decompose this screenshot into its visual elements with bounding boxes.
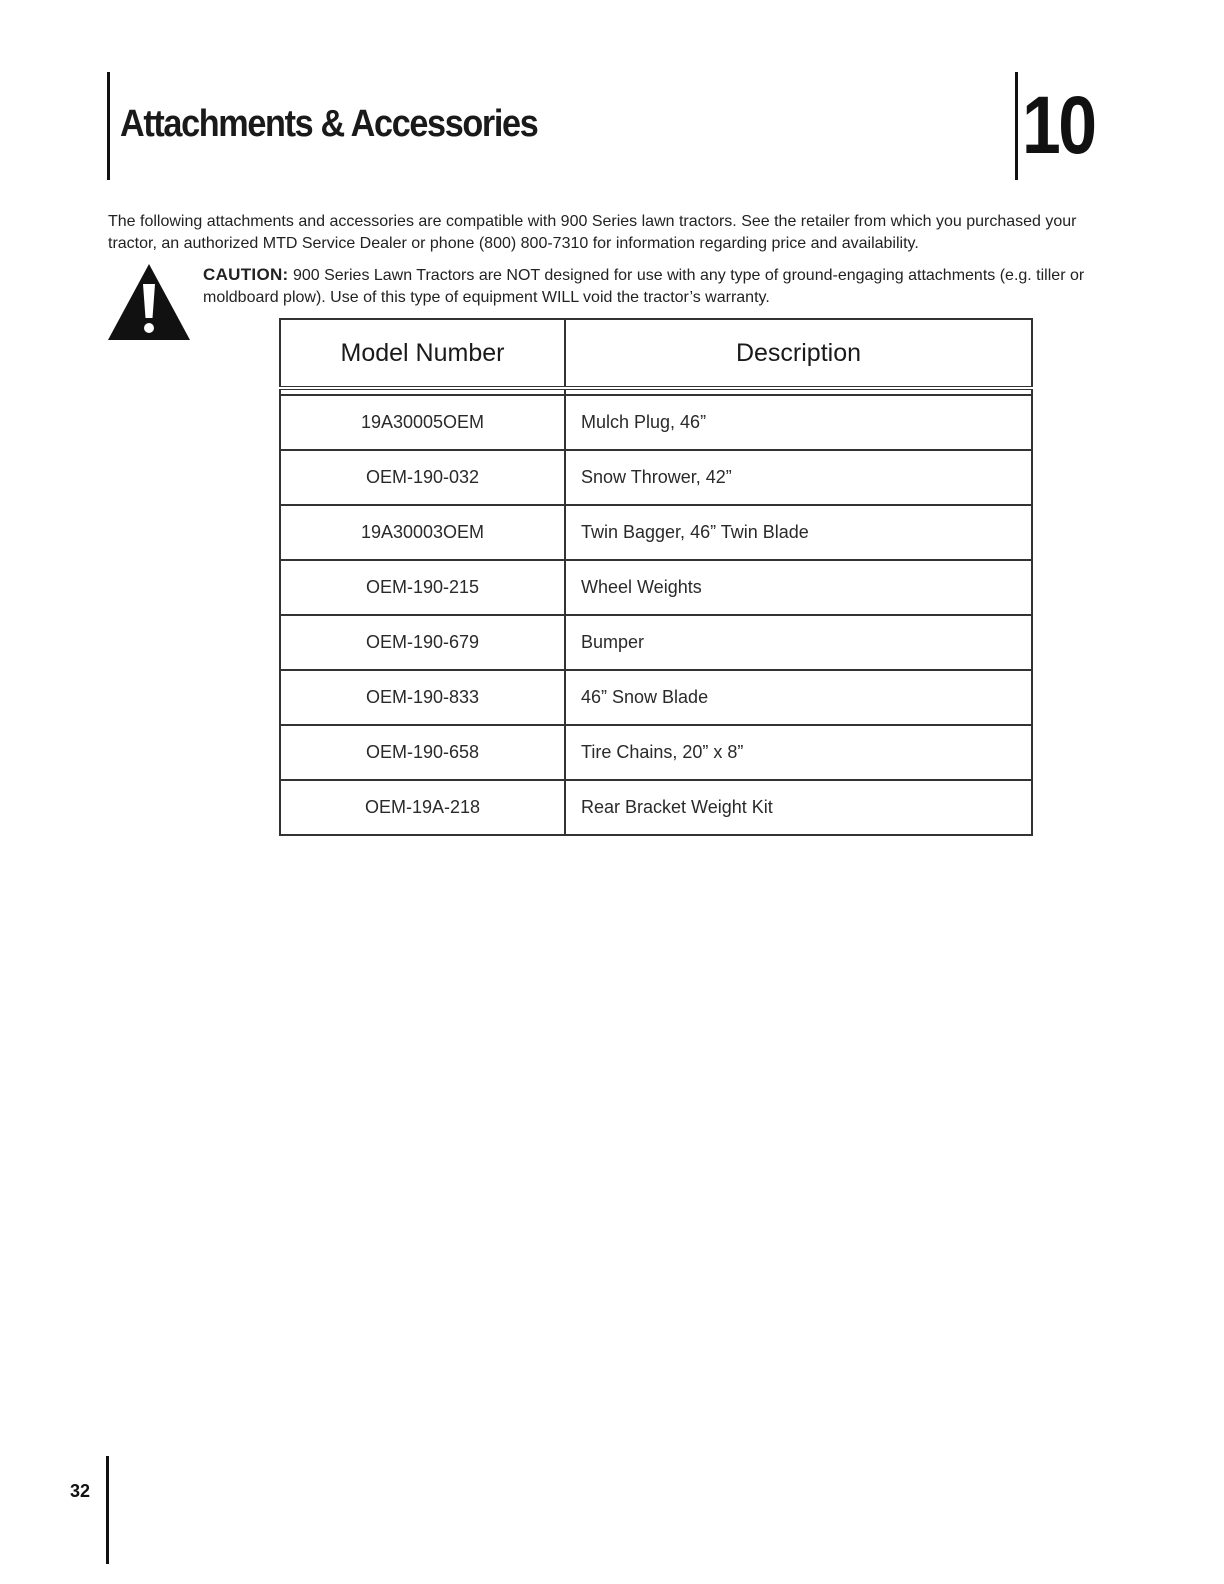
column-header-description: Description (565, 319, 1032, 388)
model-number: 19A30003OEM (280, 505, 565, 560)
table-row (280, 780, 1032, 835)
description: Snow Thrower, 42” (565, 450, 1032, 505)
table-row (280, 505, 1032, 560)
table-row (280, 450, 1032, 505)
description: Rear Bracket Weight Kit (565, 780, 1032, 835)
description: Wheel Weights (565, 560, 1032, 615)
model-number: OEM-190-679 (280, 615, 565, 670)
accessories-table (279, 318, 1033, 836)
table-row (280, 615, 1032, 670)
page-number-divider (106, 1456, 109, 1564)
column-header-model: Model Number (280, 319, 565, 388)
caution-notice (203, 264, 1113, 309)
title-divider (107, 72, 110, 180)
description: 46” Snow Blade (565, 670, 1032, 725)
caution-text: 900 Series Lawn Tractors are NOT designed for use with any type of ground-engaging attachments (e.g. tiller or moldboard plow). Use of this type of equipment WILL void the tractor’s warranty. (203, 267, 1085, 306)
chapter-divider (1015, 72, 1018, 180)
intro-paragraph: The following attachments and accessories are compatible with 900 Series lawn tractors. See the retailer from which you purchased your tractor, an authorized MTD Service Dealer or phone (800) 800-7310 for information regarding price and availability. (108, 213, 1077, 252)
page-title: Attachments & Accessories (120, 103, 538, 145)
table-header-row (280, 319, 1032, 388)
table-row (280, 670, 1032, 725)
model-number: OEM-19A-218 (280, 780, 565, 835)
caution-label: CAUTION: (203, 265, 289, 284)
description: Twin Bagger, 46” Twin Blade (565, 505, 1032, 560)
model-number: 19A30005OEM (280, 395, 565, 450)
model-number: OEM-190-215 (280, 560, 565, 615)
table-spacer (280, 388, 1032, 395)
warning-triangle-icon (106, 262, 192, 342)
description: Bumper (565, 615, 1032, 670)
description: Tire Chains, 20” x 8” (565, 725, 1032, 780)
chapter-number: 10 (1022, 80, 1095, 171)
model-number: OEM-190-833 (280, 670, 565, 725)
table-row (280, 725, 1032, 780)
table-row (280, 395, 1032, 450)
model-number: OEM-190-032 (280, 450, 565, 505)
description: Mulch Plug, 46” (565, 395, 1032, 450)
table-row (280, 560, 1032, 615)
model-number: OEM-190-658 (280, 725, 565, 780)
page-number: 32 (70, 1481, 91, 1501)
